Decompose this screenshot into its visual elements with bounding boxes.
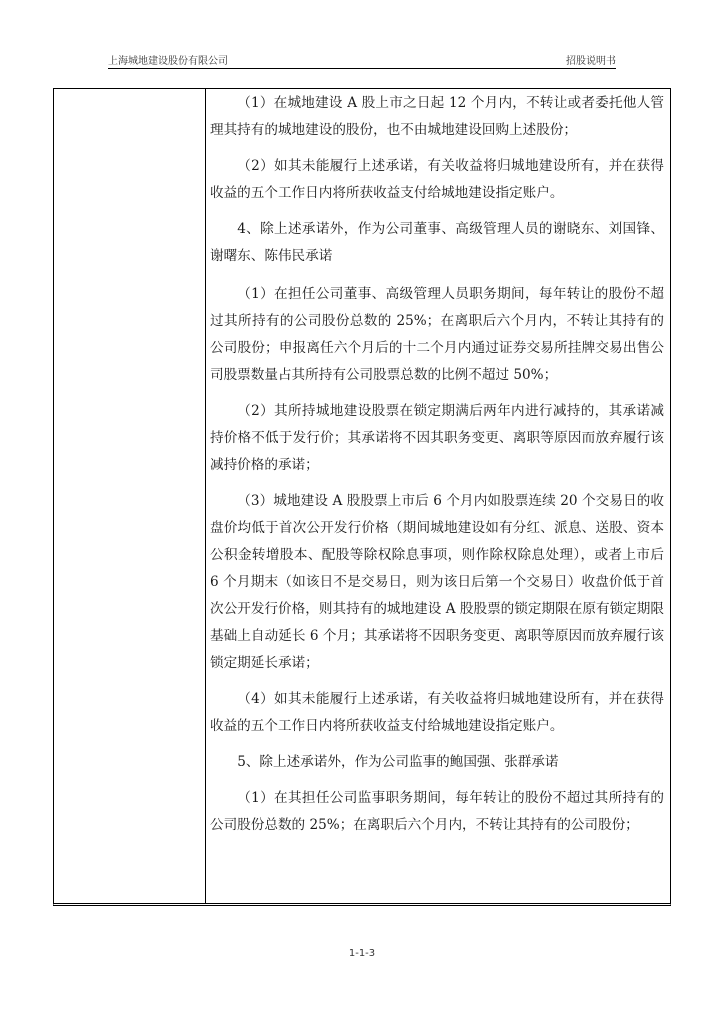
page-number: 1-1-3 <box>348 948 376 959</box>
paragraph-section-5-heading: 5、除上述承诺外，作为公司监事的鲍国强、张群承诺 <box>237 754 559 770</box>
paragraph-supervisor-transfer-limit: （1）在其担任公司监事职务期间，每年转让的股份不超过其所持有的公司股份总数的 25%；在离职后六个月内，不转让其持有的公司股份； <box>210 790 664 833</box>
column-divider <box>205 89 206 903</box>
commitment-content-cell <box>210 89 664 839</box>
paragraph-lockup-12-months: （1）在城地建设 A 股上市之日起 12 个月内，不转让或者委托他人管理其持有的城地建设的股份，也不由城地建设回购上述股份； <box>210 95 664 138</box>
paragraph-reduction-price: （2）其所持城地建设股票在锁定期满后两年内进行减持的，其承诺减持价格不低于发行价；其承诺将不因其职务变更、离职等原因而放弃履行该减持价格的承诺； <box>210 403 664 473</box>
document-title: 招股说明书 <box>566 56 616 67</box>
paragraph-director-transfer-limit: （1）在担任公司董事、高级管理人员职务期间，每年转让的股份不超过其所持有的公司股份总数的 25%；在离职后六个月内，不转让其持有的公司股份；申报离任六个月后的十二个月内通过证券交易所挂牌交易出售公司股票数量占其所持有公司股票总数的比例不超过 50%； <box>210 286 664 383</box>
paragraph-director-breach-remedy: （4）如其未能履行上述承诺，有关收益将归城地建设所有，并在获得收益的五个工作日内将所获收益支付给城地建设指定账户。 <box>210 691 664 734</box>
paragraph-section-4-heading: 4、除上述承诺外，作为公司董事、高级管理人员的谢晓东、刘国锋、谢曙东、陈伟民承诺 <box>210 221 664 264</box>
company-name: 上海城地建设股份有限公司 <box>108 56 228 67</box>
page-header <box>108 50 616 69</box>
commitment-table <box>53 88 671 906</box>
paragraph-lockup-extension: （3）城地建设 A 股股票上市后 6 个月内如股票连续 20 个交易日的收盘价均低于首次公开发行价格（期间城地建设如有分红、派息、送股、资本公积金转增股本、配股等除权除息事项，则作除权除息处理），或者上市后 6 个月期末（如该日不是交易日，则为该日后第一个交易日）收盘价低于首次公开发行价格，则其持有的城地建设 A 股股票的锁定期限在原有锁定期限基础上自动延长 6 个月；其承诺将不因职务变更、离职等原因而放弃履行该锁定期延长承诺； <box>210 493 664 671</box>
paragraph-breach-remedy: （2）如其未能履行上述承诺，有关收益将归城地建设所有，并在获得收益的五个工作日内将所获收益支付给城地建设指定账户。 <box>210 158 664 201</box>
